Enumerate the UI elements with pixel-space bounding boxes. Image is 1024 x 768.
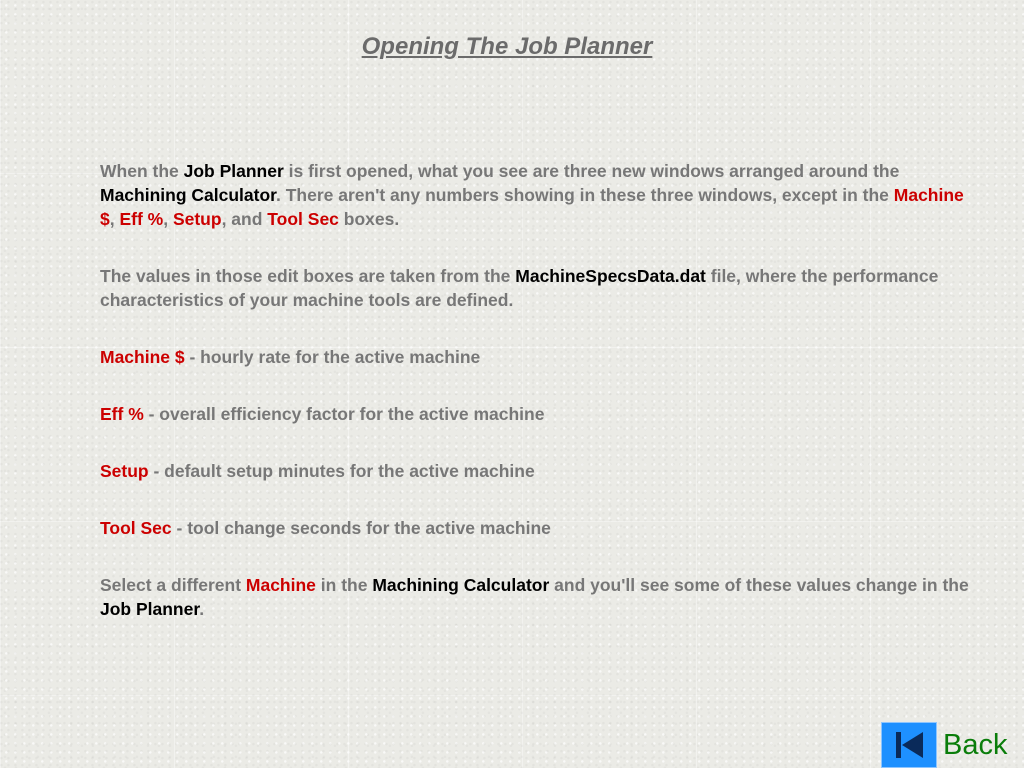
skip-to-start-icon[interactable]: [881, 722, 937, 768]
page-title: Opening The Job Planner: [361, 33, 653, 60]
definition-tool-sec: [100, 516, 972, 540]
closing-text-3: and you'll see some of these values change in the: [549, 575, 969, 595]
intro-text-2: is first opened, what you see are three new windows arranged around the: [283, 161, 900, 181]
back-button[interactable]: [881, 722, 1007, 768]
intro-text-5: boxes.: [338, 209, 400, 229]
efficiency-term: Eff %: [119, 209, 164, 229]
source-text-2: file, where the performance characteristics of your machine tools are defined.: [100, 266, 939, 310]
definition-description: - hourly rate for the active machine: [184, 347, 481, 367]
machine-term: Machine: [245, 575, 316, 595]
definition-setup: [100, 459, 972, 483]
definition-term: Setup: [100, 461, 149, 481]
intro-comma-2: ,: [163, 209, 173, 229]
definition-term: Eff %: [100, 404, 144, 424]
job-planner-term: Job Planner: [183, 161, 284, 181]
machining-calculator-term: Machining Calculator: [100, 185, 276, 205]
definition-description: - tool change seconds for the active machine: [171, 518, 551, 538]
closing-text-2: in the: [315, 575, 373, 595]
tool-sec-term: Tool Sec: [267, 209, 339, 229]
definition-efficiency: [100, 402, 972, 426]
closing-text-4: .: [199, 599, 205, 619]
intro-text-1: When the: [100, 161, 184, 181]
definition-term: Tool Sec: [100, 518, 172, 538]
machining-calculator-term: Machining Calculator: [372, 575, 550, 595]
source-text-1: The values in those edit boxes are taken from the: [100, 266, 516, 286]
definition-description: - default setup minutes for the active machine: [148, 461, 535, 481]
intro-comma-1: ,: [109, 209, 120, 229]
specs-file-name: MachineSpecsData.dat: [515, 266, 706, 286]
content-body: [100, 159, 972, 654]
source-paragraph: [100, 264, 972, 312]
job-planner-term: Job Planner: [100, 599, 200, 619]
definition-term: Machine $: [100, 347, 185, 367]
definition-machine-rate: [100, 345, 972, 369]
definition-description: - overall efficiency factor for the active machine: [143, 404, 545, 424]
back-label[interactable]: Back: [943, 728, 1008, 761]
intro-paragraph: [100, 159, 972, 231]
closing-text-1: Select a different: [100, 575, 246, 595]
setup-term: Setup: [172, 209, 222, 229]
closing-paragraph: [100, 573, 972, 621]
machine-rate-term: Machine $: [100, 185, 964, 229]
intro-text-4: , and: [221, 209, 268, 229]
intro-text-3: . There aren't any numbers showing in these three windows, except in the: [276, 185, 894, 205]
